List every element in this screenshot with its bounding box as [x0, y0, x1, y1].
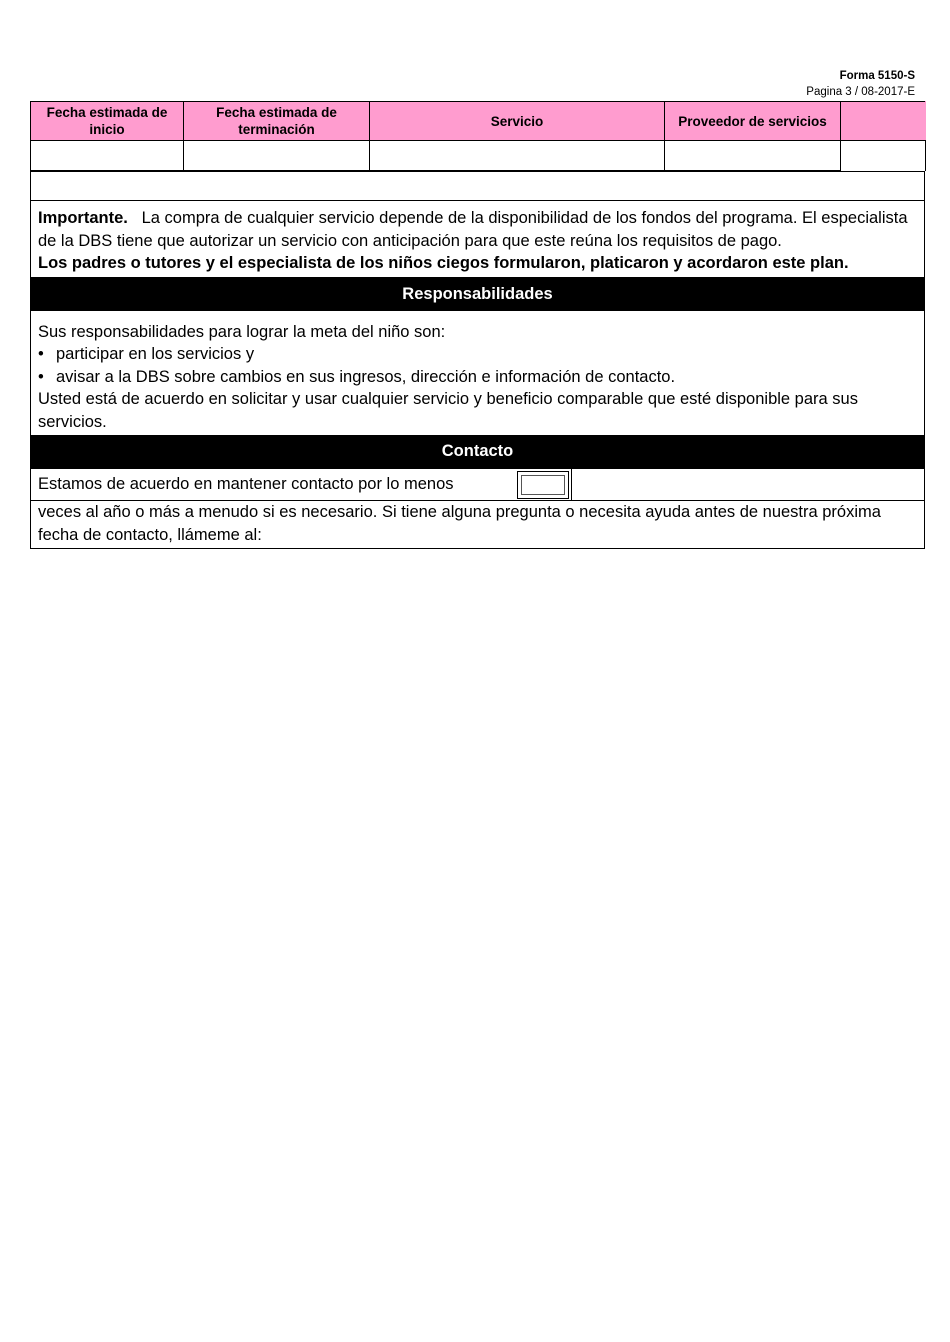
contact-frequency-row — [30, 468, 925, 501]
form-number: Forma 5150-S — [839, 70, 915, 82]
column-header-service: Servicio — [370, 102, 665, 141]
contact-lead-text: Estamos de acuerdo en mantener contacto por lo menos — [38, 475, 454, 493]
service-cell[interactable] — [370, 141, 665, 171]
column-header-provider: Proveedor de servicios — [665, 102, 841, 141]
service-input[interactable] — [370, 141, 664, 170]
column-header-end-date: Fecha estimada de terminación — [184, 102, 370, 141]
responsibility-item: • avisar a la DBS sobre cambios en sus ingresos, dirección e información de contacto. — [38, 366, 917, 389]
blank-cell — [841, 141, 926, 171]
form-header — [806, 68, 915, 100]
contact-continuation: veces al año o más a menudo si es necesario. Si tiene alguna pregunta o necesita ayuda antes de nuestra próxima fecha de contacto, llámeme al: — [30, 501, 925, 549]
important-label: Importante. — [38, 209, 128, 227]
end-date-input[interactable] — [184, 141, 369, 170]
form-page — [30, 101, 925, 549]
services-table — [30, 101, 926, 171]
provider-input[interactable] — [665, 141, 840, 170]
start-date-input[interactable] — [31, 141, 183, 170]
column-header-blank — [841, 102, 926, 141]
important-text: La compra de cualquier servicio depende de la disponibilidad de los fondos del programa. El especialista de la DBS tiene que autorizar un servicio con anticipación para que este reúna los requisitos de pago. — [38, 209, 908, 250]
important-notice — [30, 200, 925, 278]
start-date-cell[interactable] — [31, 141, 184, 171]
responsibility-item: • participar en los servicios y — [38, 343, 917, 366]
agreement-statement: Los padres o tutores y el especialista de los niños ciegos formularon, platicaron y acordaron este plan. — [38, 254, 849, 272]
row-divider — [571, 468, 572, 501]
column-header-start-date: Fecha estimada de inicio — [31, 102, 184, 141]
responsibilities-closing: Usted está de acuerdo en solicitar y usar cualquier servicio y beneficio comparable que esté disponible para sus servicios. — [38, 390, 858, 431]
provider-cell[interactable] — [665, 141, 841, 171]
services-table-header — [31, 102, 926, 141]
contact-heading: Contacto — [30, 435, 925, 468]
empty-spacer-row — [30, 171, 925, 200]
responsibilities-section — [30, 311, 925, 436]
contact-times-input[interactable] — [521, 475, 565, 495]
contact-times-box — [517, 471, 569, 499]
page-info: Pagina 3 / 08-2017-E — [806, 86, 915, 98]
table-row — [31, 141, 926, 171]
responsibilities-intro: Sus responsabilidades para lograr la meta del niño son: — [38, 322, 446, 341]
responsibilities-heading: Responsabilidades — [30, 278, 925, 311]
end-date-cell[interactable] — [184, 141, 370, 171]
